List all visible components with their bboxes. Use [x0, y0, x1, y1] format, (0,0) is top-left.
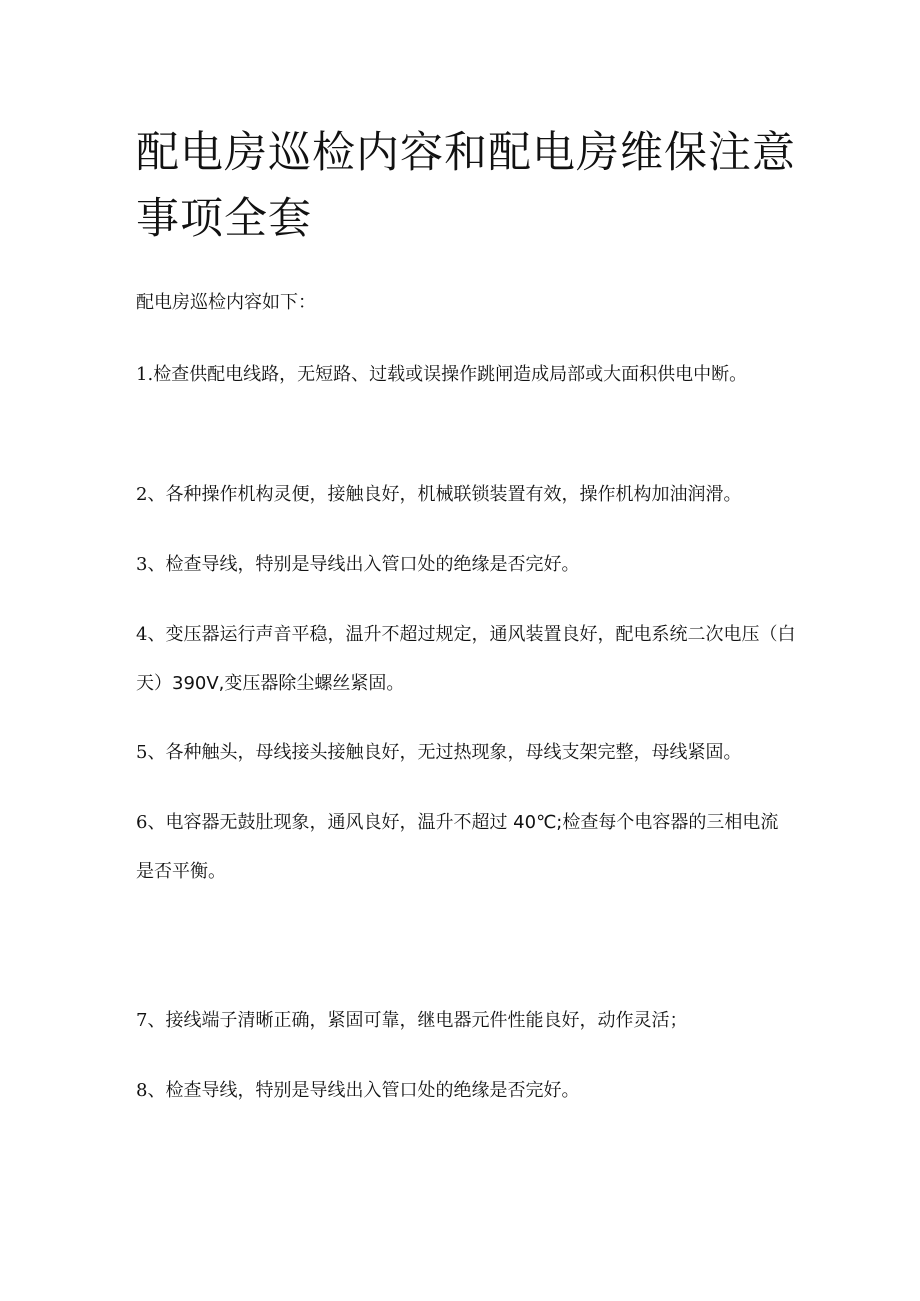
item-number: 3、: [136, 554, 166, 575]
item-text: 各种操作机构灵便，接触良好，机械联锁装置有效，操作机构加油润滑。: [165, 484, 742, 505]
list-item: [136, 350, 796, 399]
item-number: 2、: [136, 484, 166, 505]
item-text: 各种触头，母线接头接触良好，无过热现象，母线支架完整，母线紧固。: [165, 742, 742, 763]
item-number: 6、: [136, 812, 166, 833]
list-item: [136, 540, 796, 589]
item-number: 8、: [136, 1080, 166, 1101]
list-item: [136, 470, 796, 519]
item-text: 检查供配电线路，无短路、过载或误操作跳闸造成局部或大面积供电中断。: [153, 364, 748, 385]
list-item: [136, 728, 796, 777]
item-text: 变压器运行声音平稳，温升不超过规定，通风装置良好，配电系统二次电压（白天）390V,变压器除尘螺丝紧固。: [136, 624, 796, 694]
list-item: [136, 798, 796, 896]
item-number: 1.: [136, 364, 154, 385]
item-number: 5、: [136, 742, 166, 763]
list-item: [136, 996, 796, 1045]
item-text: 接线端子清晰正确，紧固可靠，继电器元件性能良好，动作灵活；: [165, 1010, 688, 1031]
item-number: 7、: [136, 1010, 166, 1031]
intro-text: 配电房巡检内容如下：: [136, 292, 316, 313]
item-text: 检查导线，特别是导线出入管口处的绝缘是否完好。: [165, 1080, 580, 1101]
document-title: 配电房巡检内容和配电房维保注意事项全套: [136, 128, 796, 244]
item-text: 检查导线，特别是导线出入管口处的绝缘是否完好。: [165, 554, 580, 575]
item-text: 电容器无鼓肚现象，通风良好，温升不超过 40℃;检查每个电容器的三相电流是否平衡。: [136, 812, 779, 882]
list-item: [136, 1066, 796, 1115]
list-item: [136, 610, 796, 708]
item-number: 4、: [136, 624, 166, 645]
